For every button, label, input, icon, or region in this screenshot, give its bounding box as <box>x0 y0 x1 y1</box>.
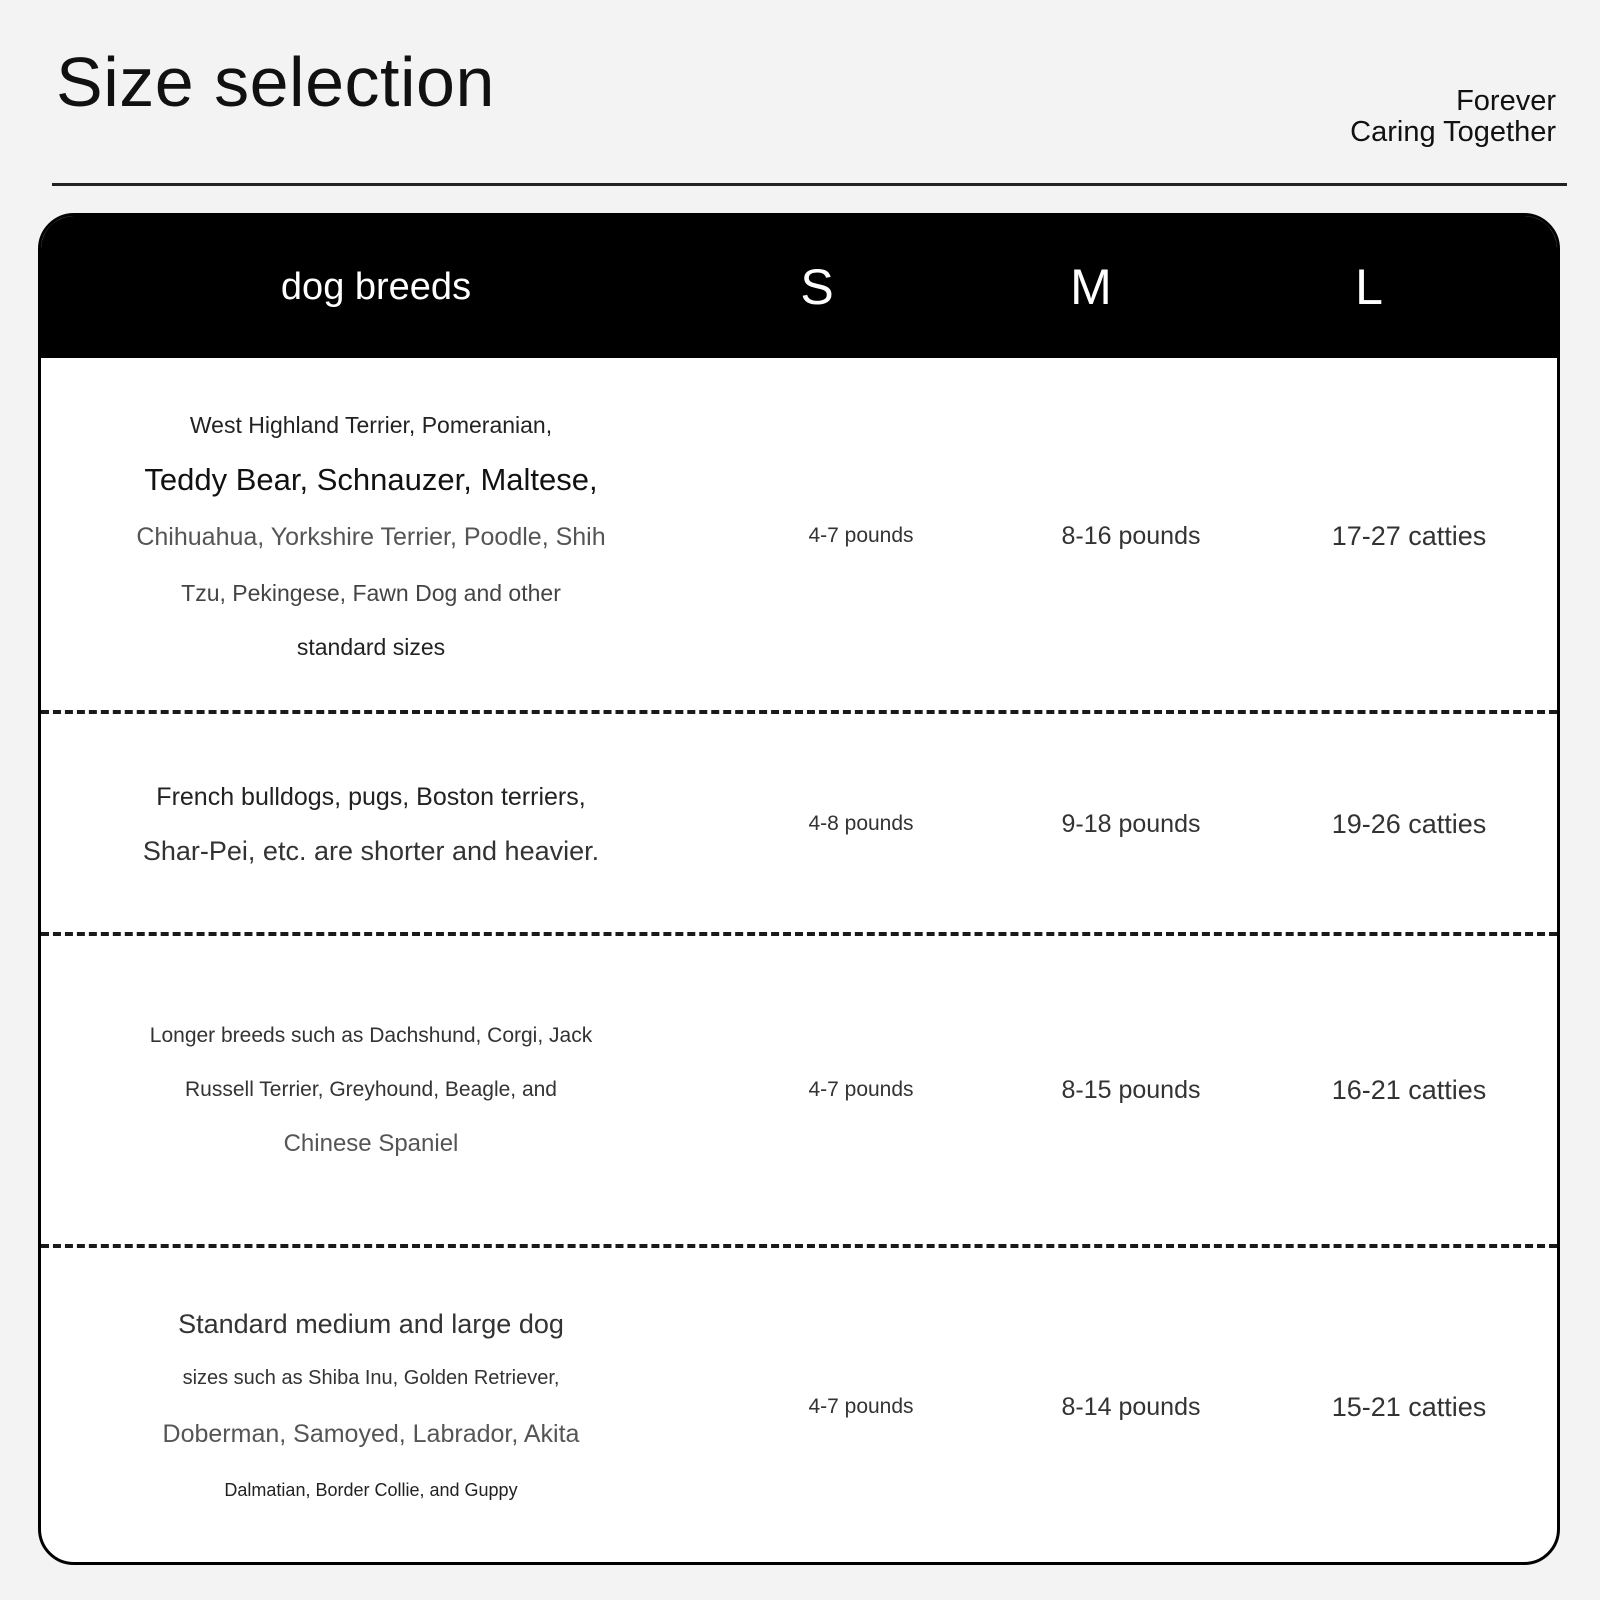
slogan-line-1: Forever <box>1456 85 1556 117</box>
breed-line: Longer breeds such as Dachshund, Corgi, Jack <box>149 1024 593 1047</box>
table-header <box>41 216 1557 358</box>
breed-line: Doberman, Samoyed, Labrador, Akita <box>162 1420 580 1448</box>
breed-cell <box>71 714 671 934</box>
breed-line: French bulldogs, pugs, Boston terriers, <box>156 783 586 811</box>
slogan-line-2: Caring Together <box>1350 116 1556 148</box>
size-table <box>38 213 1560 1565</box>
table-row <box>41 714 1557 934</box>
breed-line: Chinese Spaniel <box>283 1130 459 1157</box>
column-header-dog-breeds: dog breeds <box>280 265 472 308</box>
size-s-value: 4-7 pounds <box>808 524 914 547</box>
column-header-size-s: S <box>800 259 834 315</box>
size-l-value: 17-27 catties <box>1331 520 1487 551</box>
breed-line: Russell Terrier, Greyhound, Beagle, and <box>185 1078 557 1101</box>
table-row <box>41 358 1557 714</box>
breed-line: Teddy Bear, Schnauzer, Maltese, <box>144 462 598 497</box>
size-l-value: 15-21 catties <box>1331 1391 1487 1422</box>
size-s-value: 4-7 pounds <box>808 1395 914 1418</box>
size-l-value: 19-26 catties <box>1331 808 1487 839</box>
table-row <box>41 1246 1557 1565</box>
breed-line: sizes such as Shiba Inu, Golden Retriever, <box>182 1367 560 1389</box>
breed-line: standard sizes <box>296 634 446 660</box>
column-header-size-m: M <box>1070 259 1112 315</box>
column-header-size-l: L <box>1355 259 1383 315</box>
table-row <box>41 934 1557 1246</box>
breed-line: Chihuahua, Yorkshire Terrier, Poodle, Shih <box>136 523 606 551</box>
breed-cell <box>71 1246 671 1565</box>
size-m-value: 8-16 pounds <box>1061 521 1201 550</box>
breed-line: Tzu, Pekingese, Fawn Dog and other <box>181 580 561 606</box>
size-l-value: 16-21 catties <box>1331 1074 1487 1105</box>
size-m-value: 8-14 pounds <box>1061 1392 1201 1421</box>
page-title: Size selection <box>56 43 495 121</box>
header-divider <box>52 183 1567 186</box>
breed-line: Shar-Pei, etc. are shorter and heavier. <box>142 836 600 866</box>
breed-line: Dalmatian, Border Collie, and Guppy <box>224 1480 518 1500</box>
breed-cell <box>71 358 671 714</box>
size-m-value: 8-15 pounds <box>1061 1075 1201 1104</box>
breed-cell <box>71 934 671 1246</box>
brand-slogan <box>1350 86 1556 148</box>
size-s-value: 4-7 pounds <box>808 1078 914 1101</box>
breed-line: West Highland Terrier, Pomeranian, <box>189 412 553 438</box>
size-s-value: 4-8 pounds <box>808 812 914 835</box>
breed-line: Standard medium and large dog <box>178 1309 564 1339</box>
size-m-value: 9-18 pounds <box>1061 809 1201 838</box>
